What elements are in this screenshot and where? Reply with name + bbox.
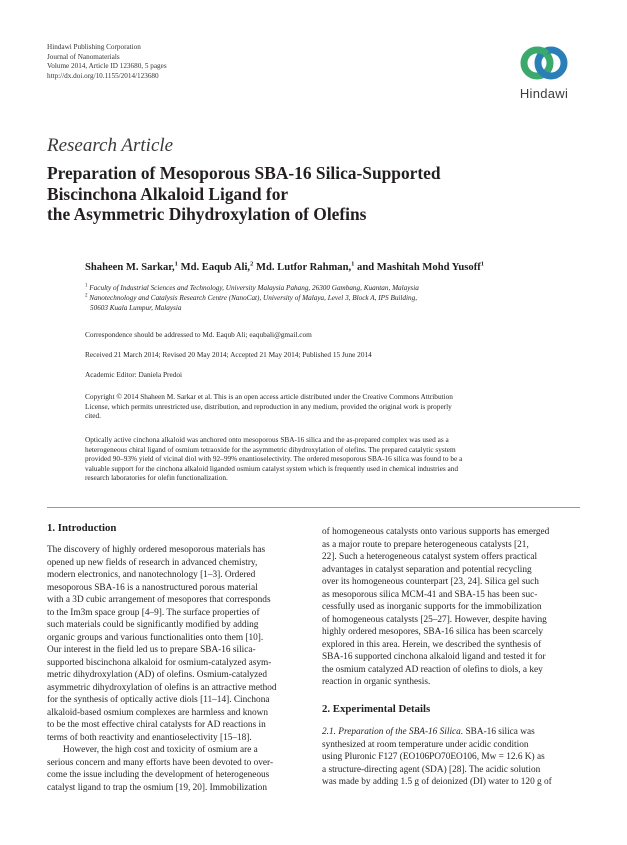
body-line: over its homogeneous counterpart [23, 24]. Silica gel such (322, 577, 539, 587)
body-line: as a major route to prepare heterogeneous catalysts [21, (322, 539, 529, 550)
section-divider (47, 507, 580, 508)
logo-text: Hindawi (519, 86, 569, 101)
body-line: for the synthesis of optically active diols [11–14]. Cinchona (47, 695, 270, 705)
body-line: such materials could be significantly modified by adding (47, 620, 259, 630)
body-line: come the issue including the development of heterogeneous (47, 770, 270, 780)
correspondence: Correspondence should be addressed to Md. Eaqub Ali; eaqubali@gmail.com (85, 330, 312, 339)
author-affiliation-mark: 2 (250, 260, 254, 268)
body-line: 22]. Such a heterogeneous catalyst system offers practical (322, 552, 538, 562)
section-heading: 2. Experimental Details (322, 703, 431, 715)
body-line: of homogeneous catalysts onto various supports has emerged (322, 527, 550, 537)
body-line: of homogeneous catalysts [25–27]. However, despite having (322, 614, 547, 625)
author-name: Shaheen M. Sarkar, (85, 262, 175, 273)
author-name: and Mashitah Mohd Yusoff (357, 262, 481, 273)
body-line: SBA-16 supported cinchona alkaloid ligand and tested it for (322, 652, 546, 662)
volume-line: Volume 2014, Article ID 123680, 5 pages (47, 62, 167, 71)
body-line: was made by adding 1.5 g of deionized (DI) water to 120 g of (322, 777, 552, 787)
section-heading: 1. Introduction (47, 522, 117, 534)
affiliation-mark: 1 (85, 283, 88, 289)
body-line: asymmetric dihydroxylation of olefins is an attractive method (47, 682, 277, 693)
title-line: Biscinchona Alkaloid Ligand for (47, 183, 289, 204)
body-line: advantages in catalyst separation and potential recycling (322, 564, 532, 575)
abstract (85, 435, 578, 483)
abstract-line: Optically active cinchona alkaloid was anchored onto mesoporous SBA-16 silica and the as-prepared complex was used as a (85, 435, 449, 444)
body-line: The discovery of highly ordered mesoporous materials has (47, 545, 266, 555)
body-text: SBA-16 silica was (465, 727, 535, 737)
author-list (85, 262, 484, 273)
title-line: the Asymmetric Dihydroxylation of Olefins (47, 204, 367, 224)
affiliation (85, 293, 565, 303)
affiliations (85, 283, 565, 313)
body-line: terms of both reactivity and enantioselectivity [15–18]. (47, 732, 252, 743)
subsection-label: 2.1. Preparation of the SBA-16 Silica. (322, 727, 464, 737)
body-line: Our interest in the field led us to prepare SBA-16 silica- (47, 645, 256, 655)
academic-editor: Academic Editor: Daniela Predoi (85, 370, 183, 379)
body-line: explored in this area. Herein, we described the synthesis of (322, 639, 542, 650)
author-name: Md. Eaqub Ali, (180, 262, 251, 273)
abstract-line: research laboratories for olefin functionalization. (85, 473, 228, 483)
body-line: with a 3D cubic arrangement of mesopores that corresponds (47, 595, 271, 605)
body-line: to the Im3m space group [4–9]. The surface properties of (47, 607, 260, 618)
right-column (322, 526, 579, 689)
body-line: using Pluronic F127 (EO106PO70EO106, Mw = 12.6 K) as (322, 752, 545, 762)
affiliation-text: Faculty of Industrial Sciences and Technology, University Malaysia Pahang, 26300 Gambang, Kuantan, Malaysia (89, 284, 419, 292)
affiliation (85, 283, 565, 293)
body-line: organic groups and various functionalities onto them [10]. (47, 632, 264, 643)
body-line: highly ordered mesopores, SBA-16 silica has been scarcely (322, 627, 543, 637)
author-affiliation-mark: 1 (174, 260, 178, 268)
body-line: cessfully used as inorganic supports for the immobilization (322, 602, 542, 612)
author-affiliation-mark: 1 (480, 260, 485, 268)
article-type: Research Article (47, 135, 174, 156)
abstract-line: valuable support for the cinchona alkaloid liganded osmium catalyst system which is frequently used in chemical industries and (85, 463, 459, 473)
article-title (47, 163, 567, 225)
affiliation (85, 303, 565, 313)
body-line (322, 726, 579, 739)
journal-name: Journal of Nanomaterials (47, 52, 120, 61)
body-line: metric dihydroxylation (AD) of olefins. Osmium-catalyzed (47, 670, 267, 680)
publication-info (47, 43, 167, 81)
hindawi-logo-icon (511, 43, 577, 83)
body-line: supported biscinchona alkaloid for osmium-catalyzed asym- (47, 657, 272, 668)
abstract-line: heterogeneous chiral ligand of osmium tetraoxide for the asymmetric dihydroxylation of olefins. The prepared catalytic system (85, 444, 456, 454)
body-line: catalyst ligand to trap the osmium [19, 20]. Immobilization (47, 782, 267, 793)
abstract-line: provided 90–93% yield of vicinal diol with 92–99% enantioselectivity. The ordered mesoporous SBA-16 silica was found to be a (85, 454, 463, 464)
body-line: alkaloid-based osmium complexes are harmless and known (47, 707, 269, 718)
author-affiliation-mark: 1 (351, 260, 355, 268)
left-column (47, 544, 304, 794)
body-line: serious concern and many efforts have been devoted to over- (47, 757, 274, 768)
affiliation-mark: 2 (85, 293, 88, 299)
affiliation-text: 50603 Kuala Lumpur, Malaysia (90, 304, 182, 312)
body-line: a structure-directing agent (SDA) [28]. The acidic solution (322, 764, 541, 775)
body-line: modern electronics, and nanotechnology [1–3]. Ordered (47, 570, 256, 580)
body-line: to be the most effective chiral catalysts for AD reactions in (47, 720, 266, 730)
experimental-text (322, 726, 579, 789)
copyright-line: License, which permits unrestricted use, distribution, and reproduction in any medium, provided the original work is properly (85, 401, 452, 411)
affiliation-text: Nanotechnology and Catalysis Research Centre (NanoCat), University of Malaya, Level 3, Block A, IPS Building, (89, 294, 418, 302)
hindawi-logo (511, 43, 577, 101)
copyright-line: Copyright © 2014 Shaheen M. Sarkar et al. This is an open access article distributed under the Creative Commons Attribution (85, 392, 453, 401)
publisher-name: Hindawi Publishing Corporation (47, 43, 141, 51)
body-line: opened up new fields of research in advanced chemistry, (47, 557, 258, 568)
copyright-notice (85, 392, 578, 421)
doi-link[interactable]: http://dx.doi.org/10.1155/2014/123680 (47, 71, 159, 80)
body-line: mesoporous SBA-16 is a nanostructured porous material (47, 582, 258, 593)
body-line: synthesized at room temperature under acidic condition (322, 739, 529, 750)
body-line: as mesoporous silica MCM-41 and SBA-15 has been suc- (322, 589, 538, 600)
title-line: Preparation of Mesoporous SBA-16 Silica-Supported (47, 163, 441, 183)
author-name: Md. Lutfor Rahman, (255, 262, 352, 273)
article-dates: Received 21 March 2014; Revised 20 May 2014; Accepted 21 May 2014; Published 15 June 2014 (85, 350, 372, 359)
body-line: the osmium catalyzed AD reaction of olefins to diols, a key (322, 664, 543, 675)
copyright-line: cited. (85, 411, 102, 421)
body-line: reaction in organic synthesis. (322, 677, 431, 687)
body-line: However, the high cost and toxicity of osmium are a (63, 745, 258, 755)
